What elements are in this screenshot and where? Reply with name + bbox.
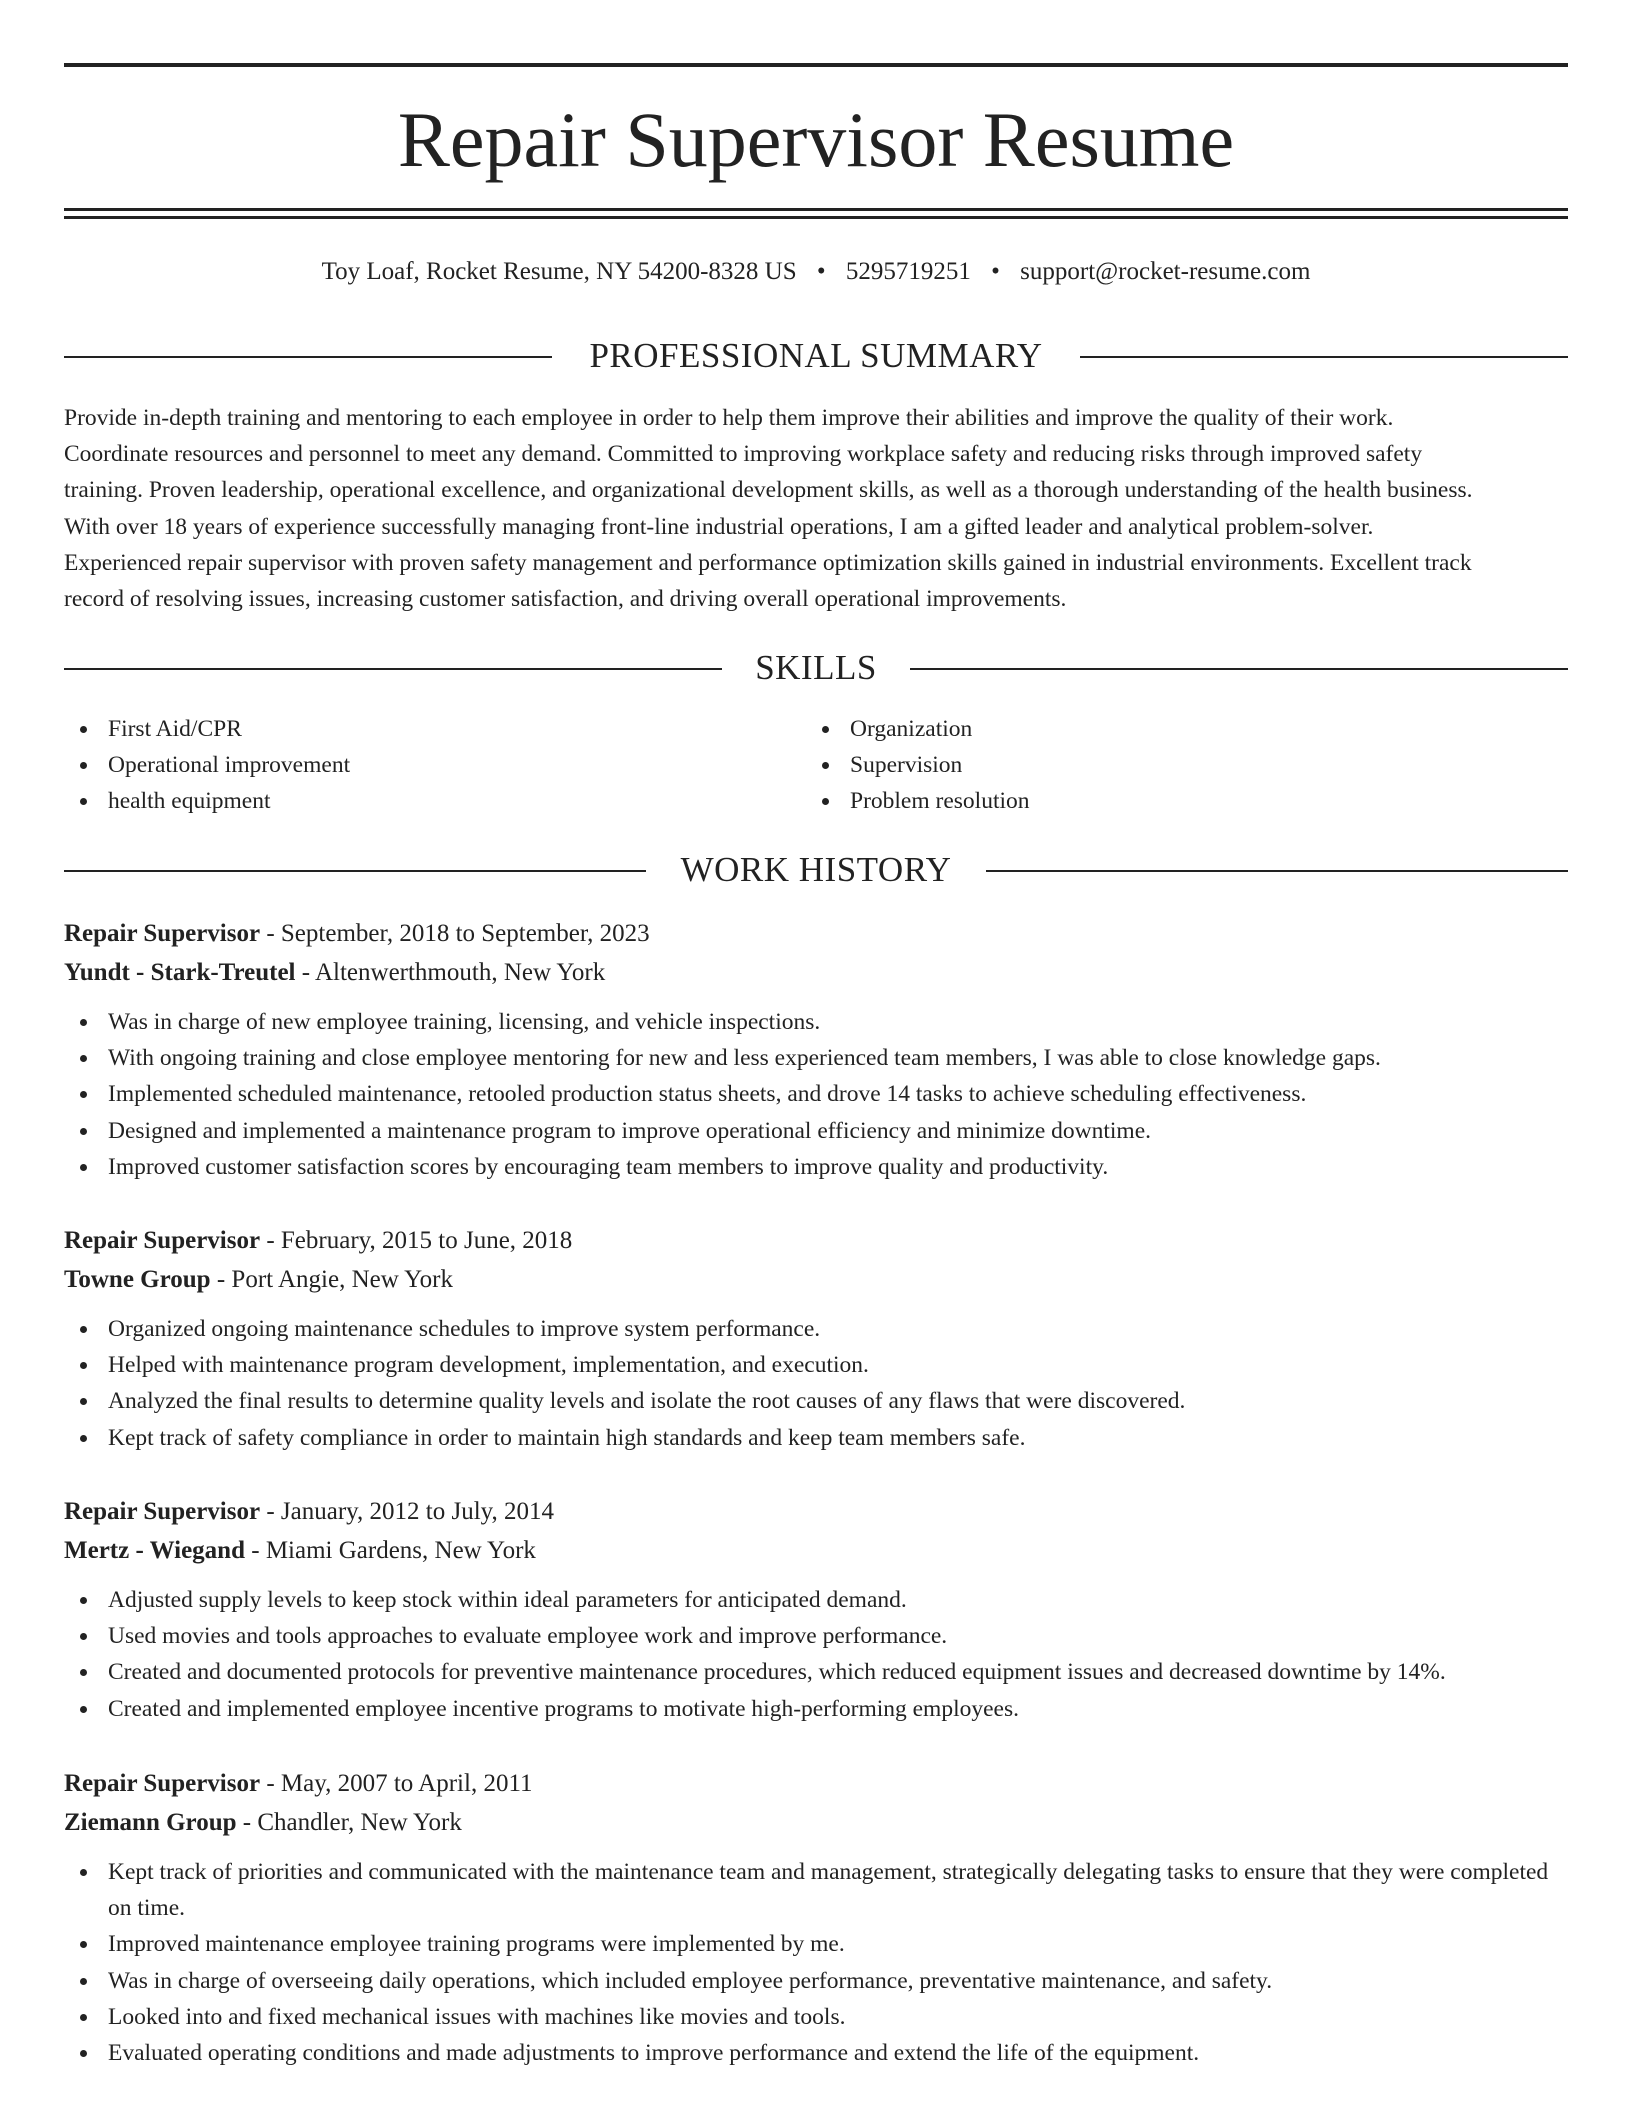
- summary-line: Coordinate resources and personnel to meet any demand. Committed to improving workplace safety and reducing risks through improved safety: [64, 441, 1423, 468]
- job-title-line: Repair Supervisor - May, 2007 to April, 2011: [64, 1770, 533, 1797]
- job-bullet: Improved customer satisfaction scores by encouraging team members to improve quality and productivity.: [64, 1149, 1568, 1185]
- job-title-line: Repair Supervisor - January, 2012 to July, 2014: [64, 1498, 555, 1525]
- job-bullet: Helped with maintenance program development, implementation, and execution.: [64, 1347, 1568, 1383]
- title-rule-lower: [64, 216, 1568, 219]
- job-title: Repair Supervisor: [64, 1227, 261, 1254]
- contact-email: support@rocket-resume.com: [1020, 258, 1311, 285]
- skill-item: Operational improvement: [64, 747, 350, 783]
- skill-item: First Aid/CPR: [64, 711, 350, 747]
- job-location: Miami Gardens, New York: [265, 1537, 536, 1564]
- job-bullet: Kept track of priorities and communicated with the maintenance team and management, strategically delegating tasks to ensure that they were completed on time.: [64, 1854, 1568, 1926]
- job-bullet: Improved maintenance employee training programs were implemented by me.: [64, 1926, 1568, 1962]
- contact-line: [64, 255, 1568, 289]
- job-title: Repair Supervisor: [64, 1498, 261, 1525]
- job-bullet: With ongoing training and close employee mentoring for new and less experienced team members, I was able to close knowledge gaps.: [64, 1040, 1568, 1076]
- job-company: Yundt - Stark-Treutel: [64, 959, 296, 986]
- job-bullet: Created and documented protocols for preventive maintenance procedures, which reduced equipment issues and decreased downtime by 14%.: [64, 1654, 1568, 1690]
- contact-phone: 5295719251: [845, 258, 971, 285]
- job-dates: February, 2015 to June, 2018: [280, 1227, 573, 1254]
- job-company-line: Towne Group - Port Angie, New York: [64, 1266, 453, 1293]
- job-bullet: Adjusted supply levels to keep stock within ideal parameters for anticipated demand.: [64, 1582, 1568, 1618]
- skill-item: Problem resolution: [806, 783, 1030, 819]
- job-entry: [64, 1764, 1568, 2071]
- job-bullets: [64, 1004, 1568, 1185]
- skill-item: Organization: [806, 711, 1030, 747]
- job-title: Repair Supervisor: [64, 1770, 261, 1797]
- summary-line: Experienced repair supervisor with proven safety management and performance optimization skills gained in industrial environments. Excellent track: [64, 549, 1472, 576]
- top-rule: [64, 63, 1568, 67]
- skill-item: health equipment: [64, 783, 350, 819]
- job-bullet: Analyzed the final results to determine quality levels and isolate the root causes of any flaws that were discovered.: [64, 1383, 1568, 1419]
- job-company: Ziemann Group: [64, 1809, 237, 1836]
- contact-address: Toy Loaf, Rocket Resume, NY 54200-8328 US: [321, 258, 797, 285]
- section-heading-skills: [64, 648, 1568, 688]
- job-location: Port Angie, New York: [231, 1266, 453, 1293]
- job-bullet: Evaluated operating conditions and made adjustments to improve performance and extend the life of the equipment.: [64, 2035, 1568, 2071]
- job-entry: [64, 914, 1568, 1185]
- section-title: WORK HISTORY: [651, 850, 982, 889]
- job-bullet: Was in charge of new employee training, licensing, and vehicle inspections.: [64, 1004, 1568, 1040]
- section-title: SKILLS: [725, 648, 907, 687]
- job-dates: January, 2012 to July, 2014: [280, 1498, 555, 1525]
- job-bullet: Implemented scheduled maintenance, retooled production status sheets, and drove 14 tasks to achieve scheduling effectiveness.: [64, 1076, 1568, 1112]
- job-bullets: [64, 1311, 1568, 1456]
- job-dates: May, 2007 to April, 2011: [280, 1770, 533, 1797]
- job-bullet: Created and implemented employee incentive programs to motivate high-performing employees.: [64, 1691, 1568, 1727]
- heading-label-wrap: [64, 648, 1568, 688]
- job-bullet: Kept track of safety compliance in order to maintain high standards and keep team members safe.: [64, 1420, 1568, 1456]
- job-bullet: Was in charge of overseeing daily operations, which included employee performance, preventative maintenance, and safety.: [64, 1963, 1568, 1999]
- job-title: Repair Supervisor: [64, 920, 261, 947]
- heading-label-wrap: [64, 850, 1568, 890]
- job-bullets: [64, 1854, 1568, 2071]
- contact-separator: •: [991, 258, 1000, 285]
- skills-list-left: [64, 711, 350, 820]
- job-bullets: [64, 1582, 1568, 1727]
- section-title: PROFESSIONAL SUMMARY: [559, 336, 1072, 375]
- contact-separator: •: [816, 258, 826, 285]
- summary-text: [64, 400, 1568, 617]
- job-bullet: Organized ongoing maintenance schedules to improve system performance.: [64, 1311, 1568, 1347]
- section-heading-summary: [64, 336, 1568, 376]
- summary-line: training. Proven leadership, operational excellence, and organizational development skills, as well as a thorough understanding of the health business.: [64, 477, 1473, 504]
- job-title-line: Repair Supervisor - September, 2018 to September, 2023: [64, 920, 650, 947]
- job-company-line: Mertz - Wiegand - Miami Gardens, New York: [64, 1537, 536, 1564]
- job-company-line: Yundt - Stark-Treutel - Altenwerthmouth, New York: [64, 959, 606, 986]
- job-dates: September, 2018 to September, 2023: [280, 920, 650, 947]
- job-title-line: Repair Supervisor - February, 2015 to June, 2018: [64, 1227, 573, 1254]
- job-company-line: Ziemann Group - Chandler, New York: [64, 1809, 462, 1836]
- summary-line: Provide in-depth training and mentoring to each employee in order to help them improve their abilities and improve the quality of their work.: [64, 405, 1394, 431]
- skill-item: Supervision: [806, 747, 1030, 783]
- job-location: Chandler, New York: [257, 1809, 462, 1836]
- job-company: Towne Group: [64, 1266, 211, 1293]
- skills-list-right: [806, 711, 1030, 820]
- job-location: Altenwerthmouth, New York: [314, 959, 606, 986]
- job-bullet: Used movies and tools approaches to evaluate employee work and improve performance.: [64, 1618, 1568, 1654]
- section-heading-work: [64, 850, 1568, 890]
- summary-line: record of resolving issues, increasing customer satisfaction, and driving overall operational improvements.: [64, 586, 1067, 613]
- job-entry: [64, 1492, 1568, 1727]
- job-bullet: Designed and implemented a maintenance program to improve operational efficiency and minimize downtime.: [64, 1113, 1568, 1149]
- job-entry: [64, 1221, 1568, 1456]
- title-rule-upper: [64, 208, 1568, 211]
- job-bullet: Looked into and fixed mechanical issues with machines like movies and tools.: [64, 1999, 1568, 2035]
- job-company: Mertz - Wiegand: [64, 1537, 245, 1564]
- summary-line: With over 18 years of experience successfully managing front-line industrial operations, I am a gifted leader and analytical problem-solver.: [64, 513, 1374, 540]
- resume-title: Repair Supervisor Resume: [397, 96, 1235, 183]
- heading-label-wrap: [64, 336, 1568, 376]
